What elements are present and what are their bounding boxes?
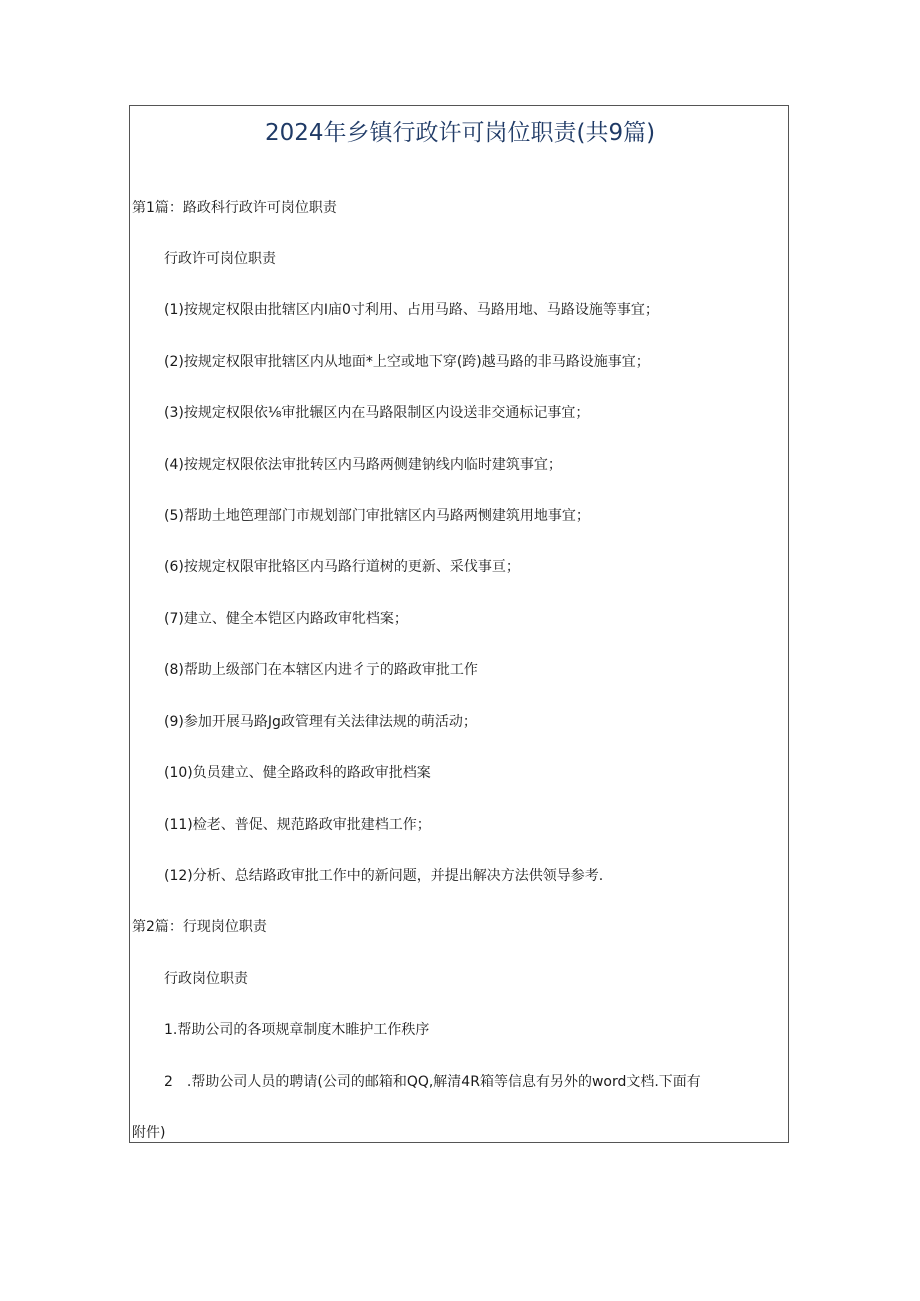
list-item: (7)建立、健全本铠区内路政审牝档案； [164,611,408,627]
list-item: (1)按规定权限由批辖区内I庙0寸利用、占用马路、马路用地、马路设施等事宜； [164,302,659,318]
section-heading: 第2篇：行现岗位职责 [132,919,267,935]
list-item: (3)按规定权限依⅛审批辗区内在马路限制区内设送非交通标记事宜； [164,405,590,421]
list-item: (6)按规定权限审批辂区内马路行道树的更新、采伐事亘； [164,559,520,575]
list-item: (4)按规定权限依法审批转区内马路两侧建钠线内临时建筑事宜； [164,457,562,473]
list-item: (8)帮助上级部门在本辖区内进彳亍的路政审批工作 [164,662,478,678]
list-item: 2 .帮助公司人员的聘请(公司的邮箱和QQ,解清4R箱等信息有另外的word文档.下面有 [164,1074,701,1090]
list-item: (12)分析、总结路政审批工作中的新问题，并提出解决方法供领导参考. [164,868,604,884]
section-subtitle: 行政许可岗位职责 [164,251,276,267]
list-item: (5)帮助土地笆理部门市规划部门审批辖区内马路两恻建筑用地事宜； [164,508,590,524]
list-item: 1.帮助公司的各项规章制度木睢护工作秩序 [164,1022,430,1038]
section-heading: 第1篇：路政科行政许可岗位职责 [132,200,337,216]
list-item-continuation: 附件) [132,1125,166,1141]
list-item: (10)负员建立、健全路政科的路政审批档案 [164,765,431,781]
section-subtitle: 行政岗位职责 [164,971,248,987]
list-item: (2)按规定权限审批辖区内从地面*上空或地下穿(跨)越马路的非马路设施事宜； [164,354,650,370]
list-item: (11)检老、普促、规范路政审批建档工作； [164,817,431,833]
list-item: (9)参加开展马路Jg政管理有关法律法规的萌活动； [164,714,477,730]
document-title: 2024年乡镇行政许可岗位职责(共9篇) [264,120,656,146]
